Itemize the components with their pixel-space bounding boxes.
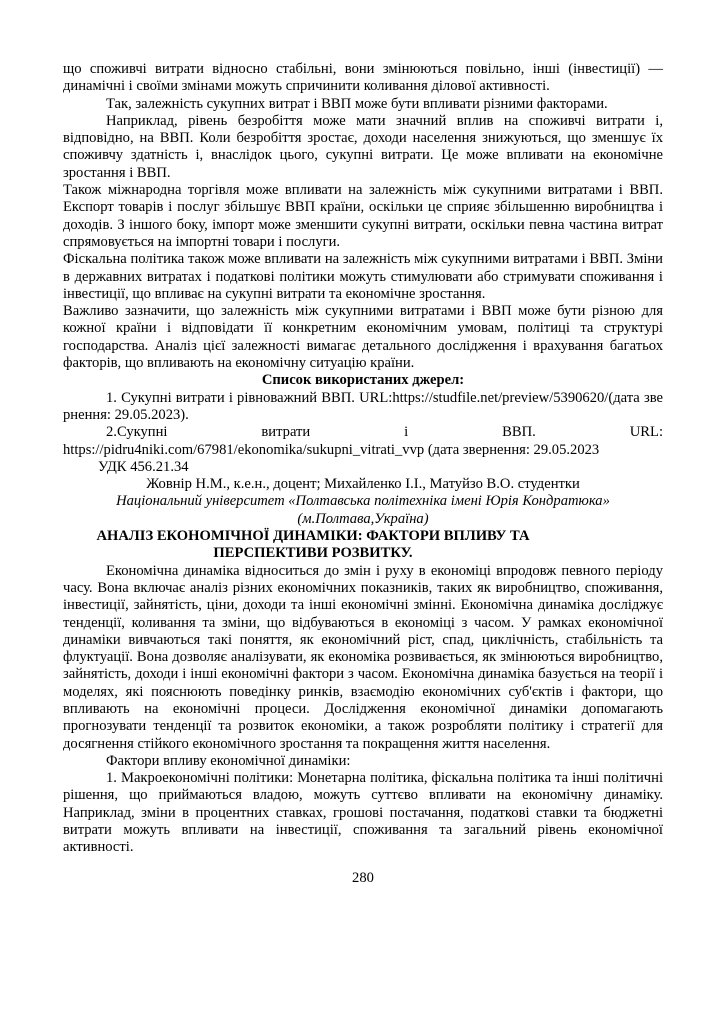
paragraph: Так, залежність сукупних витрат і ВВП може бути впливати різними факторами. [106, 95, 608, 112]
paragraph: Економічна динаміка відноситься до змін і руху в економіці впродовж певного періоду часу. Вона включає аналіз різних економічних показників, таких як виробництво, споживання, інвестиції, зайнятість, ціни, доходи та інші економічні змінні. Економічна динаміка досліджує тенденції, коливання та зміни, що відбуваються в економіці з часом. У рамках економічної динаміки вивчаються такі поняття, як економічний ріст, спад, циклічність, стабільність та флуктуації. Вона дозволяє аналізувати, як економіка розвивається, як змінюються виробництво, зайнятість, доходи і інші економічні фактори з часом. Економічна динаміка базується на теорії і моделях, які пояснюють поведінку ринків, взаємодію економічних суб'єктів і фактори, що впливають на економічні процеси. Дослідження економічної динаміки допомагають прогнозувати тенденції та розвиток економіки, а також розробляти політику і стратегії для досягнення стійкого економічного зростання та покращення життя населення. [63, 562, 663, 752]
references-heading: Список використаних джерел: [261, 372, 465, 389]
article-title: АНАЛІЗ ЕКОНОМІЧНОЇ ДИНАМІКИ: ФАКТОРИ ВПЛИВУ ТА ПЕРСПЕКТИВИ РОЗВИТКУ. [96, 528, 530, 562]
paragraph: Також міжнародна торгівля може впливати на залежність між сукупними витратами і ВВП. Експорт товарів і послуг збільшує ВВП країни, оскільки це сприяє збільшенню виробництва і доходів. З іншого боку, імпорт може зменшити сукупні витрати, оскільки певна частина витрат спрямовується на імпортні товари і послуги. [63, 182, 663, 250]
page-number: 280 [352, 869, 374, 886]
udc-code: УДК 456.21.34 [98, 458, 189, 475]
affiliation-line: Національний університет «Полтавська політехніка імені Юрія Кондратюка» [116, 493, 610, 510]
reference-item: 1. Сукупні витрати і рівноважний ВВП. URL:https://studfile.net/preview/5390620/(дата звернення: 29.05.2023). [63, 389, 663, 423]
authors-line: Жовнір Н.М., к.е.н., доцент; Михайленко І.І., Матуйзо В.О. студентки [146, 476, 580, 493]
location-line: (м.Полтава,Україна) [297, 510, 429, 527]
reference-item: 2.Сукупні витрати і ВВП. URL: https://pidru4niki.com/67981/ekonomika/sukupni_vitrati_vvp (дата звернення: 29.05.2023 [63, 424, 663, 458]
new-article-section [63, 459, 663, 857]
paragraph: Важливо зазначити, що залежність між сукупними витратами і ВВП може бути різною для кожної країни і відповідати її конкретним економічним умовам, політиці та структурі господарства. Аналіз цієї залежності вимагає детального дослідження і врахування багатьох факторів, що впливають на економічну ситуацію країни. [63, 303, 663, 372]
previous-article-section [63, 61, 663, 459]
page-footer [63, 870, 663, 887]
paragraph: 1. Макроекономічні політики: Монетарна політика, фіскальна політика та інші політичні рішення, що приймаються владою, можуть суттєво впливати на економічну динаміку. Наприклад, зміни в процентних ставках, грошові постачання, податкові ставки та бюджетні витрати можуть впливати на інвестиції, споживання та загальний рівень економічної активності. [63, 770, 663, 856]
paragraph: Наприклад, рівень безробіття може мати значний вплив на споживчі витрати і, відповідно, на ВВП. Коли безробіття зростає, доходи населення знижуються, що зменшує їх споживчу здатність і, внаслідок цього, сукупні витрати. Це може впливати на економічне зростання і ВВП. [63, 112, 663, 181]
paragraph: що споживчі витрати відносно стабільні, вони змінюються повільно, інші (інвестиції) — динамічні і своїми змінами можуть спричинити коливання ділової активності. [63, 61, 663, 95]
paragraph: Фіскальна політика також може впливати на залежність між сукупними витратами і ВВП. Зміни в державних витратах і податкові політики можуть стимулювати або стримувати споживання і інвестиції, що впливає на сукупні витрати та економічне зростання. [63, 251, 663, 302]
paragraph: Фактори впливу економічної динаміки: [106, 752, 351, 769]
